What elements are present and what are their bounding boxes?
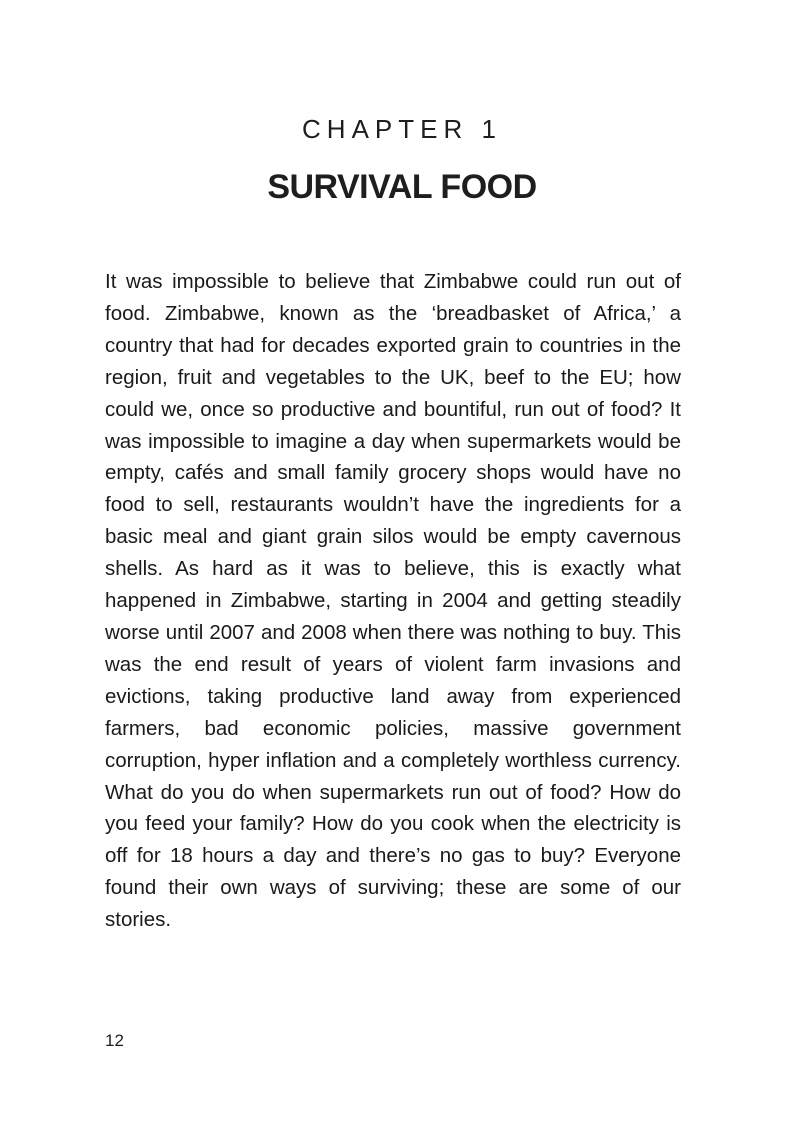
page-number: 12 xyxy=(105,1031,124,1050)
chapter-title: SURVIVAL FOOD xyxy=(267,168,537,206)
body-paragraph: It was impossible to believe that Zimbabwe could run out of food. Zimbabwe, known as the ‘breadbasket of Africa,’ a country that had for decades exported grain to countries in the region, fruit and vegetables to the UK, beef to the EU; how could we, once so productive and bountiful, run out of food? It was impossible to imagine a day when supermarkets would be empty, cafés and small family grocery shops would have no food to sell, restaurants wouldn’t have the ingredients for a basic meal and giant grain silos would be empty cavernous shells. As hard as it was to believe, this is exactly what happened in Zimbabwe, starting in 2004 and getting steadily worse until 2007 and 2008 when there was nothing to buy. This was the end result of years of violent farm invasions and evictions, taking productive land away from experienced farmers, bad economic policies, massive government corruption, hyper inflation and a completely worthless currency. What do you do when supermarkets run out of food? How do you feed your family? How do you cook when the electricity is off for 18 hours a day and there’s no gas to buy? Everyone found their own ways of surviving; these are some of our stories. xyxy=(105,270,681,932)
chapter-label: CHAPTER 1 xyxy=(302,114,502,144)
